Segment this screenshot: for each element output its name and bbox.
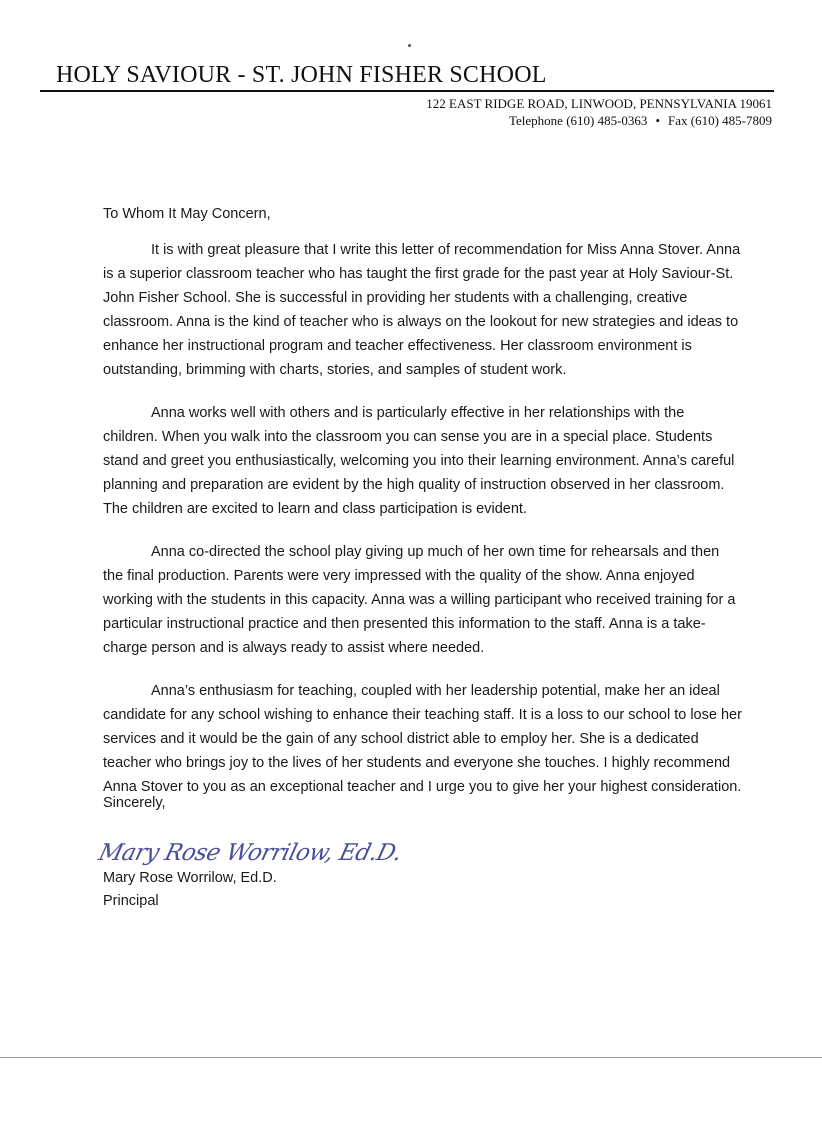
scan-speck [408, 44, 411, 47]
school-address-block [426, 95, 772, 129]
paragraph: Anna works well with others and is particularly effective in her relationships with the children. When you walk into the classroom you can sense you are in a special place. Students stand and greet you enthusiastically, welcoming you into their learning environment. Anna’s careful planning and preparation are evident by the high quality of instruction observed in her classroom. The children are excited to learn and class participation is evident. [103, 405, 735, 517]
svg-text:Mary Rose Worrilow, Ed.D.: Mary Rose Worrilow, Ed.D. [96, 838, 405, 866]
salutation: To Whom It May Concern, [103, 206, 271, 222]
page-bottom-edge [0, 1057, 822, 1058]
signer-name: Mary Rose Worrilow, Ed.D. [103, 870, 277, 886]
school-name: HOLY SAVIOUR - ST. JOHN FISHER SCHOOL [56, 62, 547, 88]
signer-block [103, 867, 277, 913]
street-address: 122 EAST RIDGE ROAD, LINWOOD, PENNSYLVANIA 19061 [426, 96, 772, 111]
letterhead-rule [40, 90, 774, 92]
separator-bullet: • [655, 113, 660, 128]
fax: Fax (610) 485-7809 [668, 113, 772, 128]
contact-line [426, 112, 772, 129]
paragraph: It is with great pleasure that I write this letter of recommendation for Miss Anna Stover. Anna is a superior classroom teacher who has taught the first grade for the past year at Holy Saviour-St. John Fisher School. She is successful in providing her students with a challenging, creative classroom. Anna is the kind of teacher who is always on the lookout for new strategies and ideas to enhance her instructional program and teacher effectiveness. Her classroom environment is outstanding, brimming with charts, stories, and samples of student work. [103, 242, 741, 378]
paragraph: Anna’s enthusiasm for teaching, coupled with her leadership potential, make her an ideal candidate for any school wishing to enhance their teaching staff. It is a loss to our school to lose her services and it would be the gain of any school district able to employ her. She is a dedicated teacher who brings joy to the lives of her students and everyone she touches. I highly recommend Anna Stover to you as an exceptional teacher and I urge you to give her your highest consideration. [103, 683, 742, 795]
telephone: Telephone (610) 485-0363 [508, 113, 648, 128]
closing: Sincerely, [103, 795, 166, 811]
letter-body [103, 238, 743, 818]
paragraph: Anna co-directed the school play giving up much of her own time for rehearsals and then the final production. Parents were very impressed with the quality of the show. Anna enjoyed working with the students in this capacity. Anna was a willing participant who received training for a particular instructional practice and then presented this information to the staff. Anna is a take-charge person and is always ready to assist where needed. [103, 544, 736, 656]
signer-title: Principal [103, 893, 159, 909]
